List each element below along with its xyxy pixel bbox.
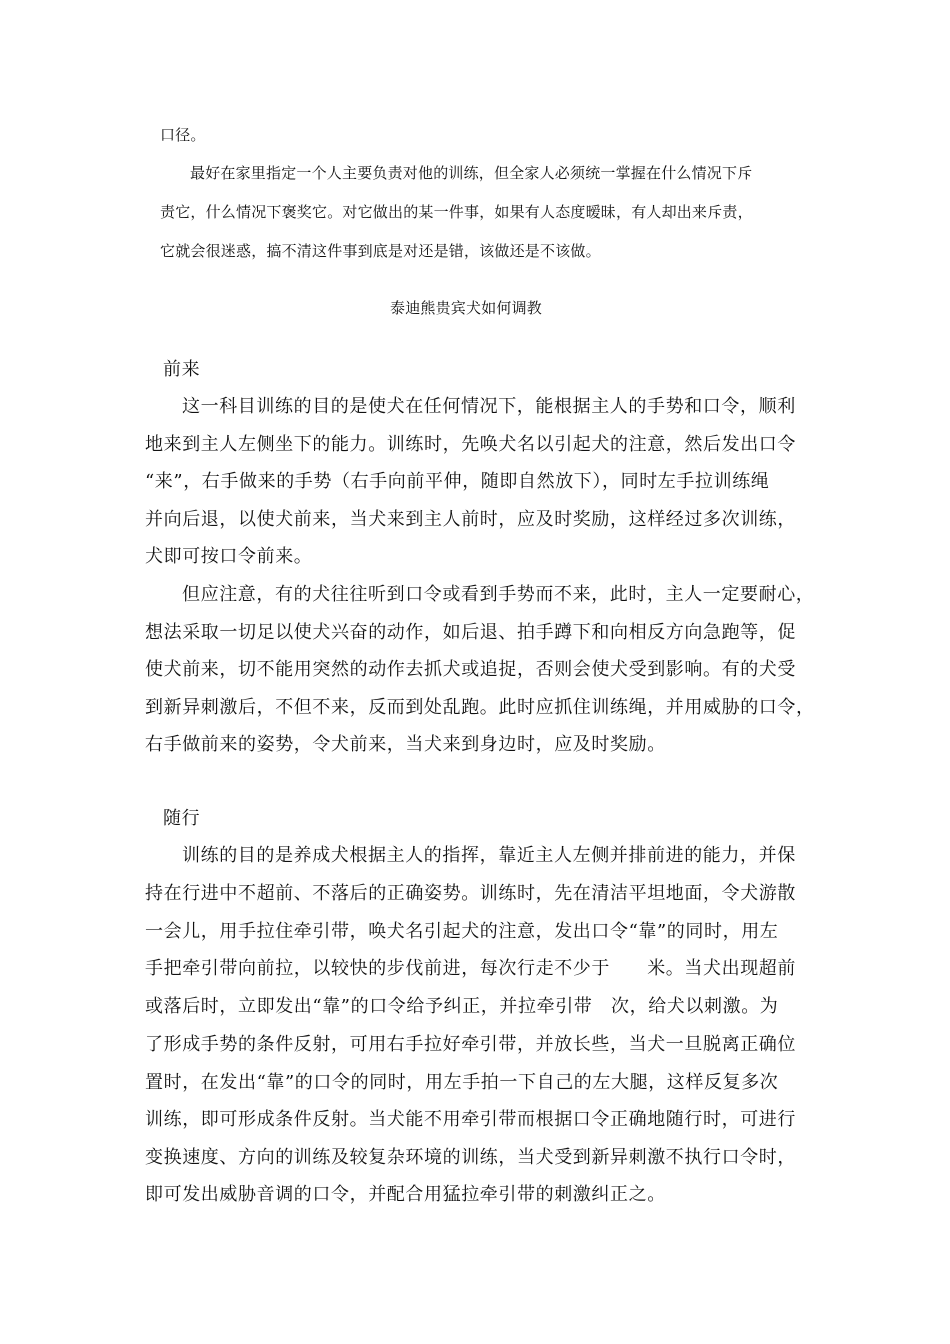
text-line: 这一科目训练的目的是使犬在任何情况下，能根据主人的手势和口令，顺利: [182, 396, 796, 417]
text-line: 最好在家里指定一个人主要负责对他的训练，但全家人必须统一掌握在什么情况下斥: [190, 164, 753, 182]
text-line: 到新异刺激后，不但不来，反而到处乱跑。此时应抓住训练绳，并用威胁的口令，: [145, 697, 815, 718]
text-line: “来”，右手做来的手势（右手向前平伸，随即自然放下），同时左手拉训练绳: [145, 471, 770, 492]
text-line: 变换速度、方向的训练及较复杂环境的训练，当犬受到新异刺激不执行口令时，: [145, 1147, 796, 1168]
text-line: 或落后时，立即发出“靠”的口令给予纠正，并拉牵引带 次，给犬以刺激。为: [145, 996, 779, 1017]
text-line: 并向后退，以使犬前来，当犬来到主人前时，应及时奖励，这样经过多次训练，: [145, 509, 796, 530]
text-line: 右手做前来的姿势，令犬前来，当犬来到身边时，应及时奖励。: [145, 734, 666, 755]
section-heading-suixing: 随行: [163, 808, 201, 829]
text-line: 了形成手势的条件反射，可用右手拉好牵引带，并放长些，当犬一旦脱离正确位: [145, 1034, 796, 1055]
text-line: 想法采取一切足以使犬兴奋的动作，如后退、拍手蹲下和向相反方向急跑等，促: [145, 622, 796, 643]
text-line: 持在行进中不超前、不落后的正确姿势。训练时，先在清洁平坦地面，令犬游散: [145, 883, 796, 904]
intro-fragment: 口径。: [160, 126, 206, 144]
text-line: 但应注意，有的犬往往听到口令或看到手势而不来，此时，主人一定要耐心，: [182, 584, 815, 605]
text-line: 责它，什么情况下褒奖它。对它做出的某一件事，如果有人态度暧昧，有人却出来斥责，: [160, 203, 753, 221]
text-line: 训练，即可形成条件反射。当犬能不用牵引带而根据口令正确地随行时，可进行: [145, 1109, 796, 1130]
text-line: 地来到主人左侧坐下的能力。训练时，先唤犬名以引起犬的注意，然后发出口令: [145, 434, 796, 455]
text-line: 置时，在发出“靠”的口令的同时，用左手拍一下自己的左大腿，这样反复多次: [145, 1072, 779, 1093]
document-title: 泰迪熊贵宾犬如何调教: [390, 299, 543, 317]
section-heading-qianlai: 前来: [163, 359, 201, 380]
text-line: 手把牵引带向前拉，以较快的步伐前进，每次行走不少于 米。当犬出现超前: [145, 958, 796, 979]
text-line: 犬即可按口令前来。: [145, 546, 313, 567]
text-line: 即可发出威胁音调的口令，并配合用猛拉牵引带的刺激纠正之。: [145, 1184, 666, 1205]
text-line: 使犬前来，切不能用突然的动作去抓犬或追捉，否则会使犬受到影响。有的犬受: [145, 659, 796, 680]
text-line: 它就会很迷惑，搞不清这件事到底是对还是错，该做还是不该做。: [160, 242, 601, 260]
text-line: 一会儿，用手拉住牵引带，唤犬名引起犬的注意，发出口令“靠”的同时，用左: [145, 921, 779, 942]
text-line: 训练的目的是养成犬根据主人的指挥，靠近主人左侧并排前进的能力，并保: [182, 845, 796, 866]
